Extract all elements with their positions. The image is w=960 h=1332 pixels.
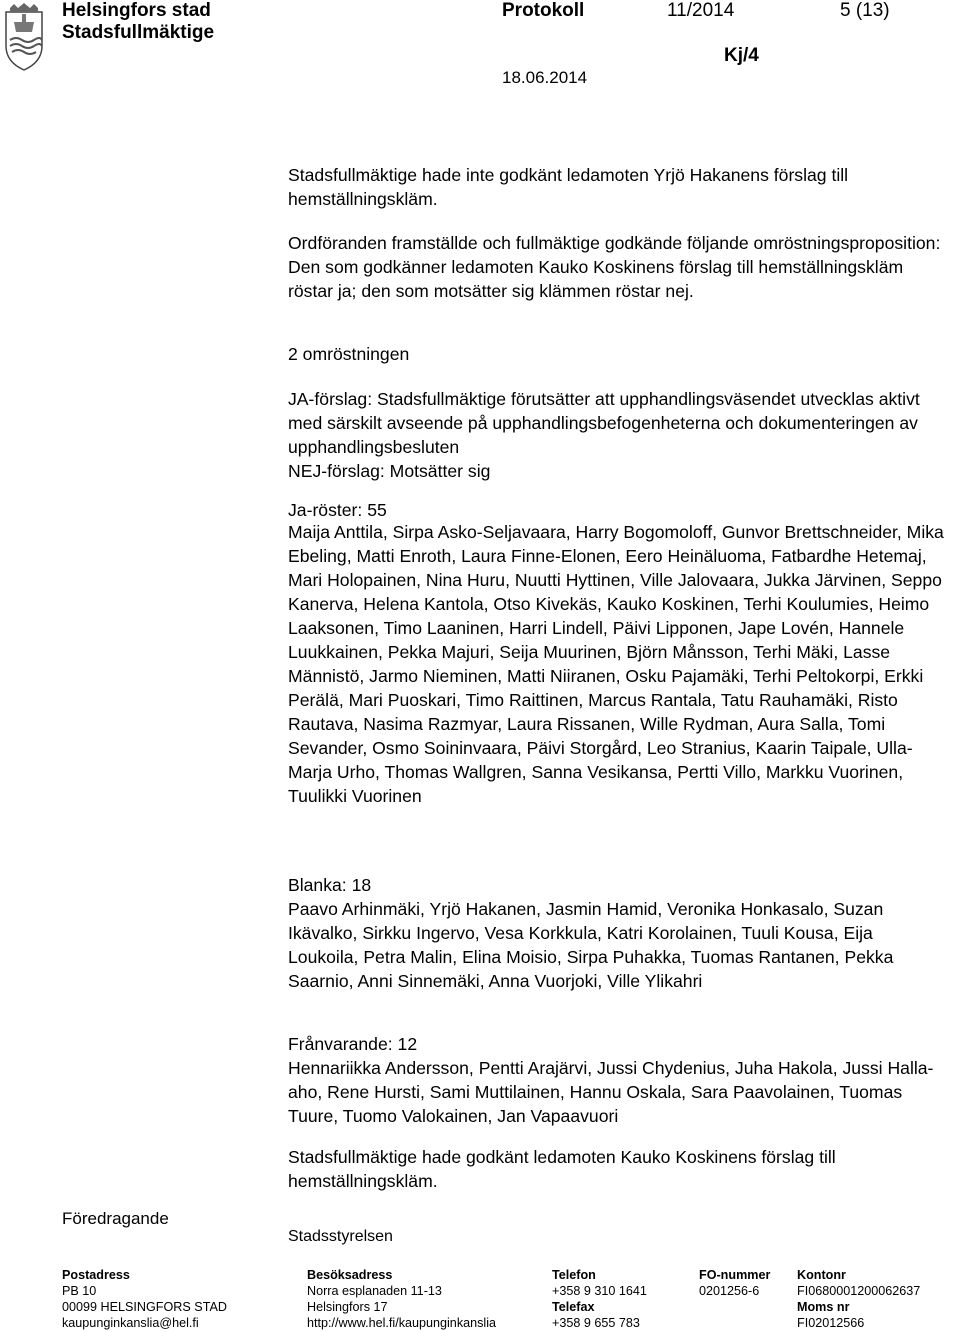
fax-label: Telefax <box>552 1300 595 1314</box>
contact-email: kaupunginkanslia@hel.fi <box>62 1316 199 1330</box>
vat-value: FI02012566 <box>797 1316 865 1330</box>
account-value: FI0680001200062637 <box>797 1284 921 1298</box>
paragraph-rejection: Stadsfullmäktige hade inte godkänt ledamoten Yrjö Hakanens förslag till hemställningskläm. <box>288 165 849 209</box>
blank-votes-heading: Blanka: 18 <box>288 875 372 895</box>
footer-business-id <box>699 1267 770 1299</box>
vote-title: 2 omröstningen <box>288 344 410 364</box>
yes-votes-heading: Ja-röster: 55 <box>288 500 387 520</box>
website-link[interactable]: http://www.hel.fi/kaupunginkanslia <box>307 1316 497 1330</box>
paragraph-proposition: Ordföranden framställde och fullmäktige godkände följande omröstningsproposition: Den som godkänner ledamoten Kauko Koskinens förslag till hemställningskläm röstar ja; den som motsätter sig klämmen röstar nej. <box>288 233 941 301</box>
footer-postal-address <box>62 1267 227 1331</box>
visiting-street: Norra esplanaden 11-13 <box>307 1284 442 1298</box>
helsinki-coat-of-arms-logo <box>2 2 46 74</box>
paragraph-conclusion: Stadsfullmäktige hade godkänt ledamoten Kauko Koskinens förslag till hemställningskläm. <box>288 1147 836 1191</box>
absent-names: Hennariikka Andersson, Pentti Arajärvi, Jussi Chydenius, Juha Hakola, Jussi Halla-aho, Rene Hursti, Sami Muttilainen, Hannu Oskala, Sara Paavolainen, Tuomas Tuure, Tuomo Valokainen, Jan Vapaavuori <box>288 1058 934 1126</box>
phone-label: Telefon <box>552 1268 596 1282</box>
vat-label: Moms nr <box>797 1300 850 1314</box>
meeting-date: 18.06.2014 <box>502 68 588 87</box>
doc-number: 11/2014 <box>667 0 735 21</box>
presenter-label: Föredragande <box>62 1209 169 1228</box>
postal-code-city: 00099 HELSINGFORS STAD <box>62 1300 227 1314</box>
business-id-label: FO-nummer <box>699 1268 771 1282</box>
postal-address-label: Postadress <box>62 1268 130 1282</box>
visiting-address-label: Besöksadress <box>307 1268 393 1282</box>
footer-account <box>797 1267 920 1331</box>
no-proposal: NEJ-förslag: Motsätter sig <box>288 461 491 481</box>
footer-visiting-address <box>307 1267 496 1331</box>
postal-box: PB 10 <box>62 1284 97 1298</box>
item-reference: Kj/4 <box>724 45 759 66</box>
footer-phone <box>552 1267 647 1331</box>
doc-type: Protokoll <box>502 0 585 21</box>
blank-votes-names: Paavo Arhinmäki, Yrjö Hakanen, Jasmin Hamid, Veronika Honkasalo, Suzan Ikävalko, Sirkku Ingervo, Vesa Korkkula, Katri Korolainen, Tuuli Kousa, Eija Loukoila, Petra Malin, Elina Moisio, Sirpa Puhakka, Tuomas Rantanen, Pekka Saarnio, Anni Sinnemäki, Anna Vuorjoki, Ville Ylikahri <box>288 899 894 991</box>
phone-value: +358 9 310 1641 <box>552 1284 647 1298</box>
absent-heading: Frånvarande: 12 <box>288 1034 418 1054</box>
business-id-value: 0201256-6 <box>699 1284 760 1298</box>
presenter-value: Stadsstyrelsen <box>288 1228 393 1245</box>
fax-value: +358 9 655 783 <box>552 1316 640 1330</box>
yes-votes-names: Maija Anttila, Sirpa Asko-Seljavaara, Harry Bogomoloff, Gunvor Brettschneider, Mika Ebeling, Matti Enroth, Laura Finne-Elonen, Eero Heinäluoma, Fatbardhe Hetemaj, Mari Holopainen, Nina Huru, Nuutti Hyttinen, Ville Jalovaara, Jukka Järvinen, Seppo Kanerva, Helena Kantola, Otso Kivekäs, Kauko Koskinen, Terhi Koulumies, Heimo Laaksonen, Timo Laaninen, Harri Lindell, Päivi Lipponen, Jape Lovén, Hannele Luukkainen, Pekka Majuri, Seija Muurinen, Björn Månsson, Terhi Mäki, Lasse Männistö, Jarmo Nieminen, Matti Niiranen, Osku Pajamäki, Terhi Peltokorpi, Erkki Perälä, Mari Puoskari, Timo Raittinen, Marcus Rantala, Tatu Rauhamäki, Risto Rautava, Nasima Razmyar, Laura Rissanen, Wille Rydman, Aura Salla, Tomi Sevander, Osmo Soininvaara, Päivi Storgård, Leo Stranius, Kaarin Taipale, Ulla-Marja Urho, Thomas Wallgren, Sanna Vesikansa, Pertti Villo, Markku Vuorinen, Tuulikki Vuorinen <box>288 522 944 806</box>
account-label: Kontonr <box>797 1268 846 1282</box>
page-number: 5 (13) <box>840 0 890 21</box>
org-department: Stadsfullmäktige <box>62 22 215 43</box>
yes-proposal: JA-förslag: Stadsfullmäktige förutsätter att upphandlingsväsendet utvecklas aktivt med särskilt avseende på upphandlingsbefogenheterna och dokumenteringen av upphandlingsbesluten <box>288 389 920 457</box>
org-name: Helsingfors stad <box>62 0 211 21</box>
visiting-city: Helsingfors 17 <box>307 1300 388 1314</box>
